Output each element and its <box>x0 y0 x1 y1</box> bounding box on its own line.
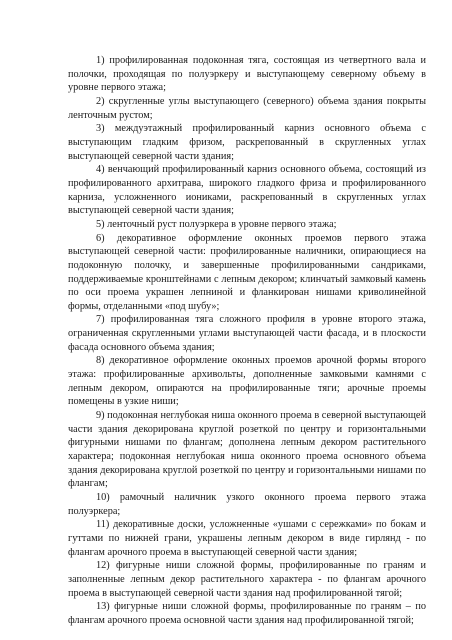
paragraph-11: 11) декоративные доски, усложненные «ушами с сережками» по бокам и гуттами по нижней грани, украшены лепным декором в виде гирлянд - по флангам арочного проема в выступающей северной части здания; <box>68 519 426 558</box>
paragraph-1: 1) профилированная подоконная тяга, состоящая из четвертного вала и полочки, проходящая по полуэркеру и выступающему северному объему в уровне первого этажа; <box>68 55 426 94</box>
paragraph-2: 2) скругленные углы выступающего (северного) объема здания покрыты ленточным рустом; <box>68 95 426 121</box>
paragraph-10: 10) рамочный наличник узкого оконного проема первого этажа полуэркера; <box>68 492 426 517</box>
paragraph-5: 5) ленточный руст полуэркера в уровне первого этажа; <box>96 218 337 230</box>
paragraph-9: 9) подоконная неглубокая ниша оконного проема в северной выступающей части здания декорирована круглой розеткой по центру и горизонтальными фигурными нишами по флангам; дополнена лепным декором растительного характера; подоконная неглубокая ниша оконного проема основного объема здания декорирована круглой розеткой по центру и горизонтальными нишами по флангам; <box>68 410 426 490</box>
paragraph-4: 4) венчающий профилированный карниз основного объема, состоящий из профилированного архитрава, широкого гладкого фриза и профилированного карниза, усложненного иониками, раскрепованный в скругленных углах выступающей северной части здания; <box>68 164 426 217</box>
paragraph-6: 6) декоративное оформление оконных проемов первого этажа выступающей северной части: профилированные наличники, опирающиеся на подоконную полочку, и завершенные профилированными сандриками, поддерживаемые кронштейнами с лепным декором; клинчатый замковый камень по оси проема украшен лепниной и фланкирован нишами криволинейной формы, отделанными «под шубу»; <box>68 232 426 312</box>
paragraph-7: 7) профилированная тяга сложного профиля в уровне второго этажа, ограниченная скругленными углами выступающей части фасада, и в плоскости фасада основного объема здания; <box>68 314 426 353</box>
paragraph-13: 13) фигурные ниши сложной формы, профилированные по граням – по флангам арочного проема основной части здания над профилированной тягой; <box>68 601 426 626</box>
document-text <box>68 54 426 628</box>
paragraph-12: 12) фигурные ниши сложной формы, профилированные по граням и заполненные лепным декор растительного характера - по флангам арочного проема в выступающей северной части здания над профилированной тягой; <box>68 560 426 599</box>
paragraph-8: 8) декоративное оформление оконных проемов арочной формы второго этажа: профилированные архивольты, дополненные замковыми камнями с лепным декором, опираются на профилированные тяги; арочные проемы помещены в узкие ниши; <box>68 355 426 408</box>
paragraph-3: 3) междуэтажный профилированный карниз основного объема с выступающим гладким фризом, раскрепованный в скругленных углах выступающей северной части здания; <box>68 123 426 162</box>
